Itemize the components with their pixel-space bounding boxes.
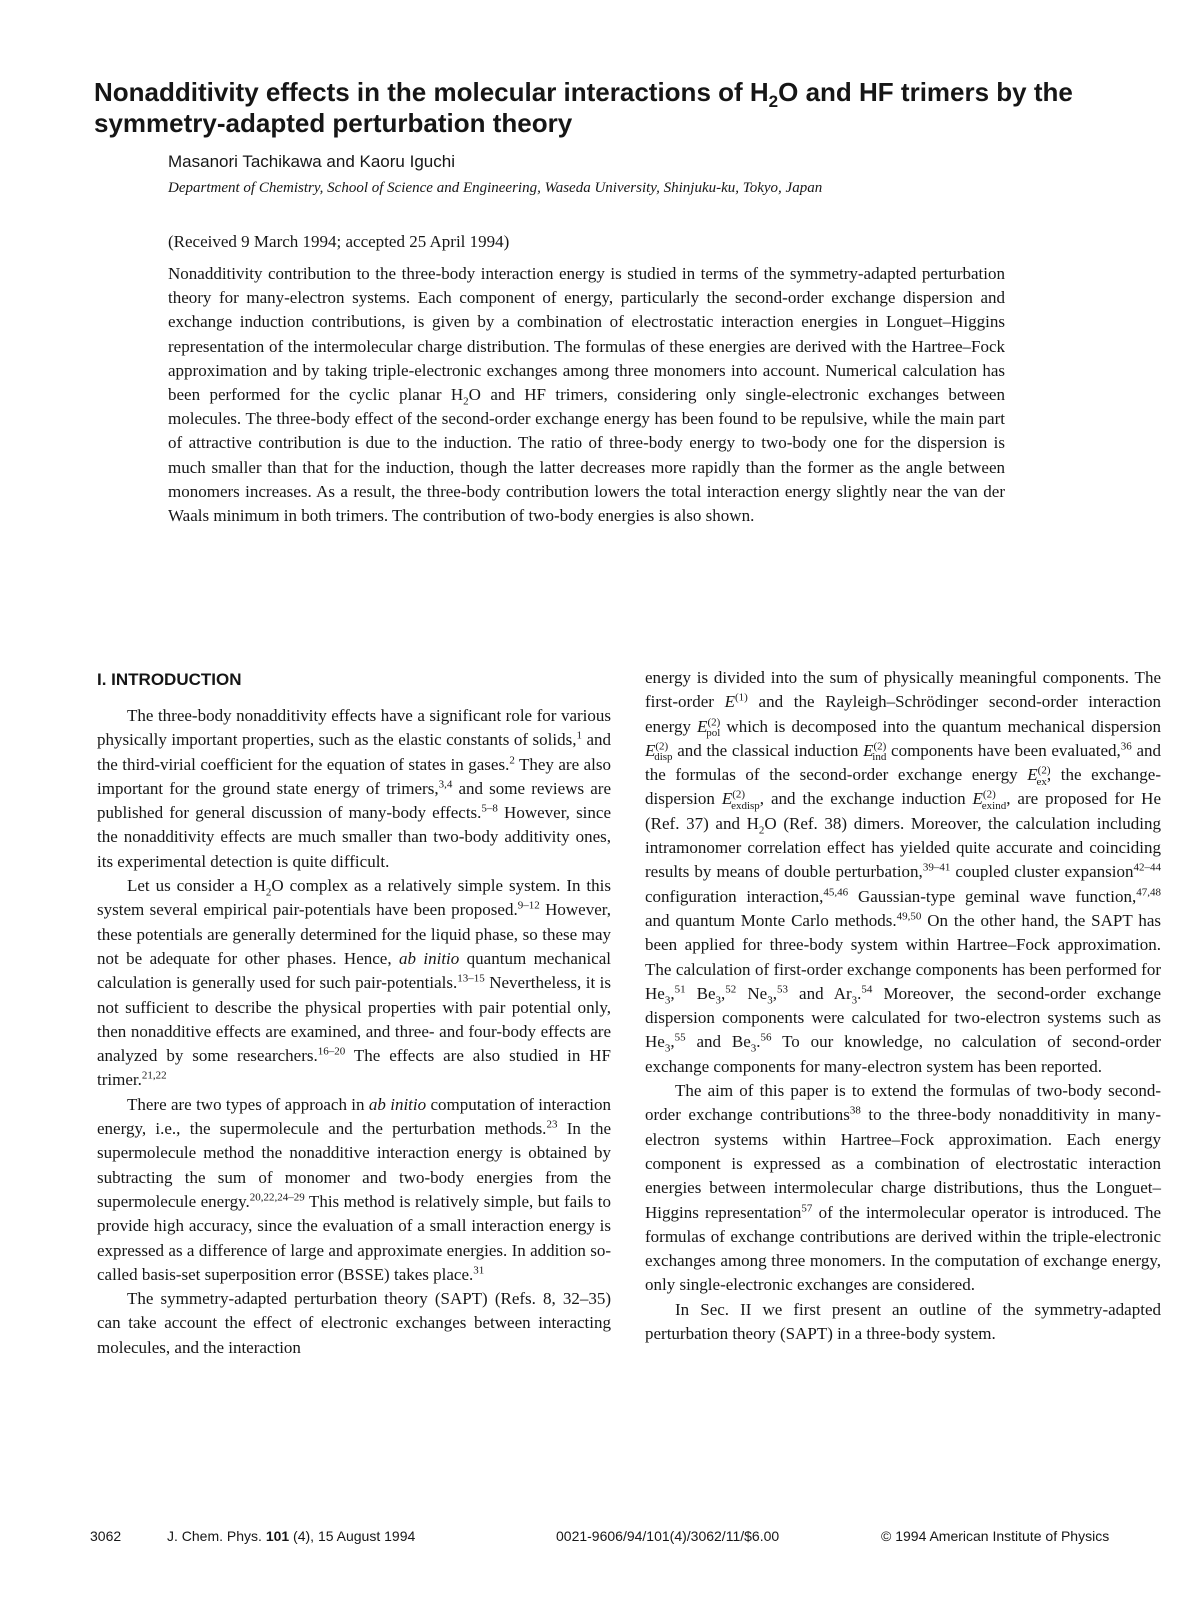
paragraph: In Sec. II we first present an outline of the symmetry-adapted perturbation theory (SAPT) in a three-body system. bbox=[645, 1299, 1161, 1344]
abstract: Nonadditivity contribution to the three-body interaction energy is studied in terms of the symmetry-adapted perturbation theory for many-electron systems. Each component of energy, particularly the second-order exchange dispersion and exchange induction contributions, is given by a combination of electrostatic interaction energies in Longuet–Higgins representation of the intermolecular charge distribution. The formulas of these energies are derived with the Hartree–Fock approximation and by taking triple-electronic exchanges among three monomers into account. Numerical calculation has been performed for the cyclic planar $H_2O$ and HF trimers, considering only single-electronic exchanges between molecules. The three-body effect of the second-order exchange energy has been found to be repulsive, while the main part of attractive contribution is due to the induction. The ratio of three-body energy to two-body one for the dispersion is much smaller than that for the induction, though the latter decreases more rapidly than the former as the angle between monomers increases. As a result, the three-body contribution lowers the total interaction energy slightly near the van der Waals minimum in both trimers. The contribution of two-body energies is also shown. bbox=[168, 264, 1005, 526]
paragraph: The aim of this paper is to extend the formulas of two-body second-order exchange contributions$^{38}$ to the three-body nonadditivity in many-electron systems within Hartree–Fock approximation. Each energy component is expressed as a combination of electrostatic interaction energies between intermolecular charge distributions, thus the Longuet–Higgins representation$^{57}$ of the intermolecular operator is introduced. The formulas of exchange contributions are derived within the triple-electronic exchanges among three monomers. In the computation of exchange energy, only single-electronic exchanges are considered. bbox=[645, 1081, 1161, 1295]
section-heading: I. INTRODUCTION bbox=[97, 670, 242, 689]
paragraph: energy is divided into the sum of physically meaningful components. The first-order $E^{(1)}$ and the Rayleigh–Schrödinger second-order interaction energy $E^{(2)}_{pol}$ which is decomposed into the quantum mechanical dispersion $E^{(2)}_{disp}$ and the classical induction $E^{(2)}_{ind}$ components have been evaluated,$^{36}$ and the formulas of the second-order exchange energy $E^{(2)}_{ex}$, the exchange-dispersion $E^{(2)}_{exdisp}$, and the exchange induction $E^{(2)}_{exind}$, are proposed for He (Ref. 37) and $H_2O$ (Ref. 38) dimers. Moreover, the calculation including intramonomer correlation effect has yielded quite accurate and coinciding results by means of double perturbation,$^{39-41}$ coupled cluster expansion$^{42-44}$ configuration interaction,$^{45,46}$ Gaussian-type geminal wave function,$^{47,48}$ and quantum Monte Carlo methods.$^{49,50}$ On the other hand, the SAPT has been applied for three-body system within Hartree–Fock approximation. The calculation of first-order exchange components has been performed for $He_3,^{51}$ $Be_3,^{52}$ $Ne_3,^{53}$ and $Ar_3.^{54}$ Moreover, the second-order exchange dispersion components were calculated for two-electron systems such as $He_3,^{55}$ and $Be_3.^{56}$ To our knowledge, no calculation of second-order exchange components for many-electron system has been reported. bbox=[645, 668, 1162, 1076]
left-column bbox=[97, 668, 611, 1360]
received-dates: (Received 9 March 1994; accepted 25 April 1994) bbox=[168, 232, 510, 251]
page-number: 3062 bbox=[90, 1528, 122, 1544]
paragraph: The three-body nonadditivity effects have a significant role for various physically important properties, such as the elastic constants of solids,$^1$ and the third-virial coefficient for the equation of states in gases.$^2$ They are also important for the ground state energy of trimers,$^{3,4}$ and some reviews are published for general discussion of many-body effects.$^{5-8}$ However, since the nonadditivity effects are much smaller than two-body additivity ones, its experimental detection is quite difficult. bbox=[97, 706, 612, 871]
copyright: © 1994 American Institute of Physics bbox=[881, 1528, 1110, 1544]
paragraph: Let us consider a $H_2O$ complex as a relatively simple system. In this system several empirical pair-potentials have been proposed.$^{9-12}$ However, these potentials are generally determined for the liquid phase, so these may not be adequate for other phases. Hence, ab initio quantum mechanical calculation is generally used for such pair-potentials.$^{13-15}$ Nevertheless, it is not sufficient to describe the physical properties with pair potential only, then nonadditive effects are examined, and three- and four-body effects are analyzed by some researchers.$^{16-20}$ The effects are also studied in HF trimer.$^{21,22}$ bbox=[97, 876, 612, 1090]
paper-title: Nonadditivity effects in the molecular interactions of $H_2O$ and HF trimers by the symmetry-adapted perturbation theory bbox=[94, 77, 1073, 138]
authors: Masanori Tachikawa and Kaoru Iguchi bbox=[168, 152, 455, 171]
paragraph: The symmetry-adapted perturbation theory (SAPT) (Refs. 8, 32–35) can take account the effect of electronic exchanges between interacting molecules, and the interaction bbox=[97, 1289, 611, 1357]
affiliation: Department of Chemistry, School of Science and Engineering, Waseda University, Shinjuku-ku, Tokyo, Japan bbox=[168, 180, 823, 196]
journal-citation: J. Chem. Phys. 101 (4), 15 August 1994 bbox=[167, 1528, 416, 1544]
right-column bbox=[645, 666, 1161, 1346]
article-code: 0021-9606/94/101(4)/3062/11/$6.00 bbox=[556, 1528, 780, 1544]
paragraph: There are two types of approach in ab initio computation of interaction energy, i.e., the supermolecule and the perturbation methods.$^{23}$ In the supermolecule method the nonadditive interaction energy is obtained by subtracting the sum of monomer and two-body energies from the supermolecule energy.$^{20,22,24-29}$ This method is relatively simple, but fails to provide high accuracy, since the evaluation of a small interaction energy is expressed as a difference of large and approximate energies. In addition so-called basis-set superposition error (BSSE) takes place.$^{31}$ bbox=[97, 1094, 612, 1284]
